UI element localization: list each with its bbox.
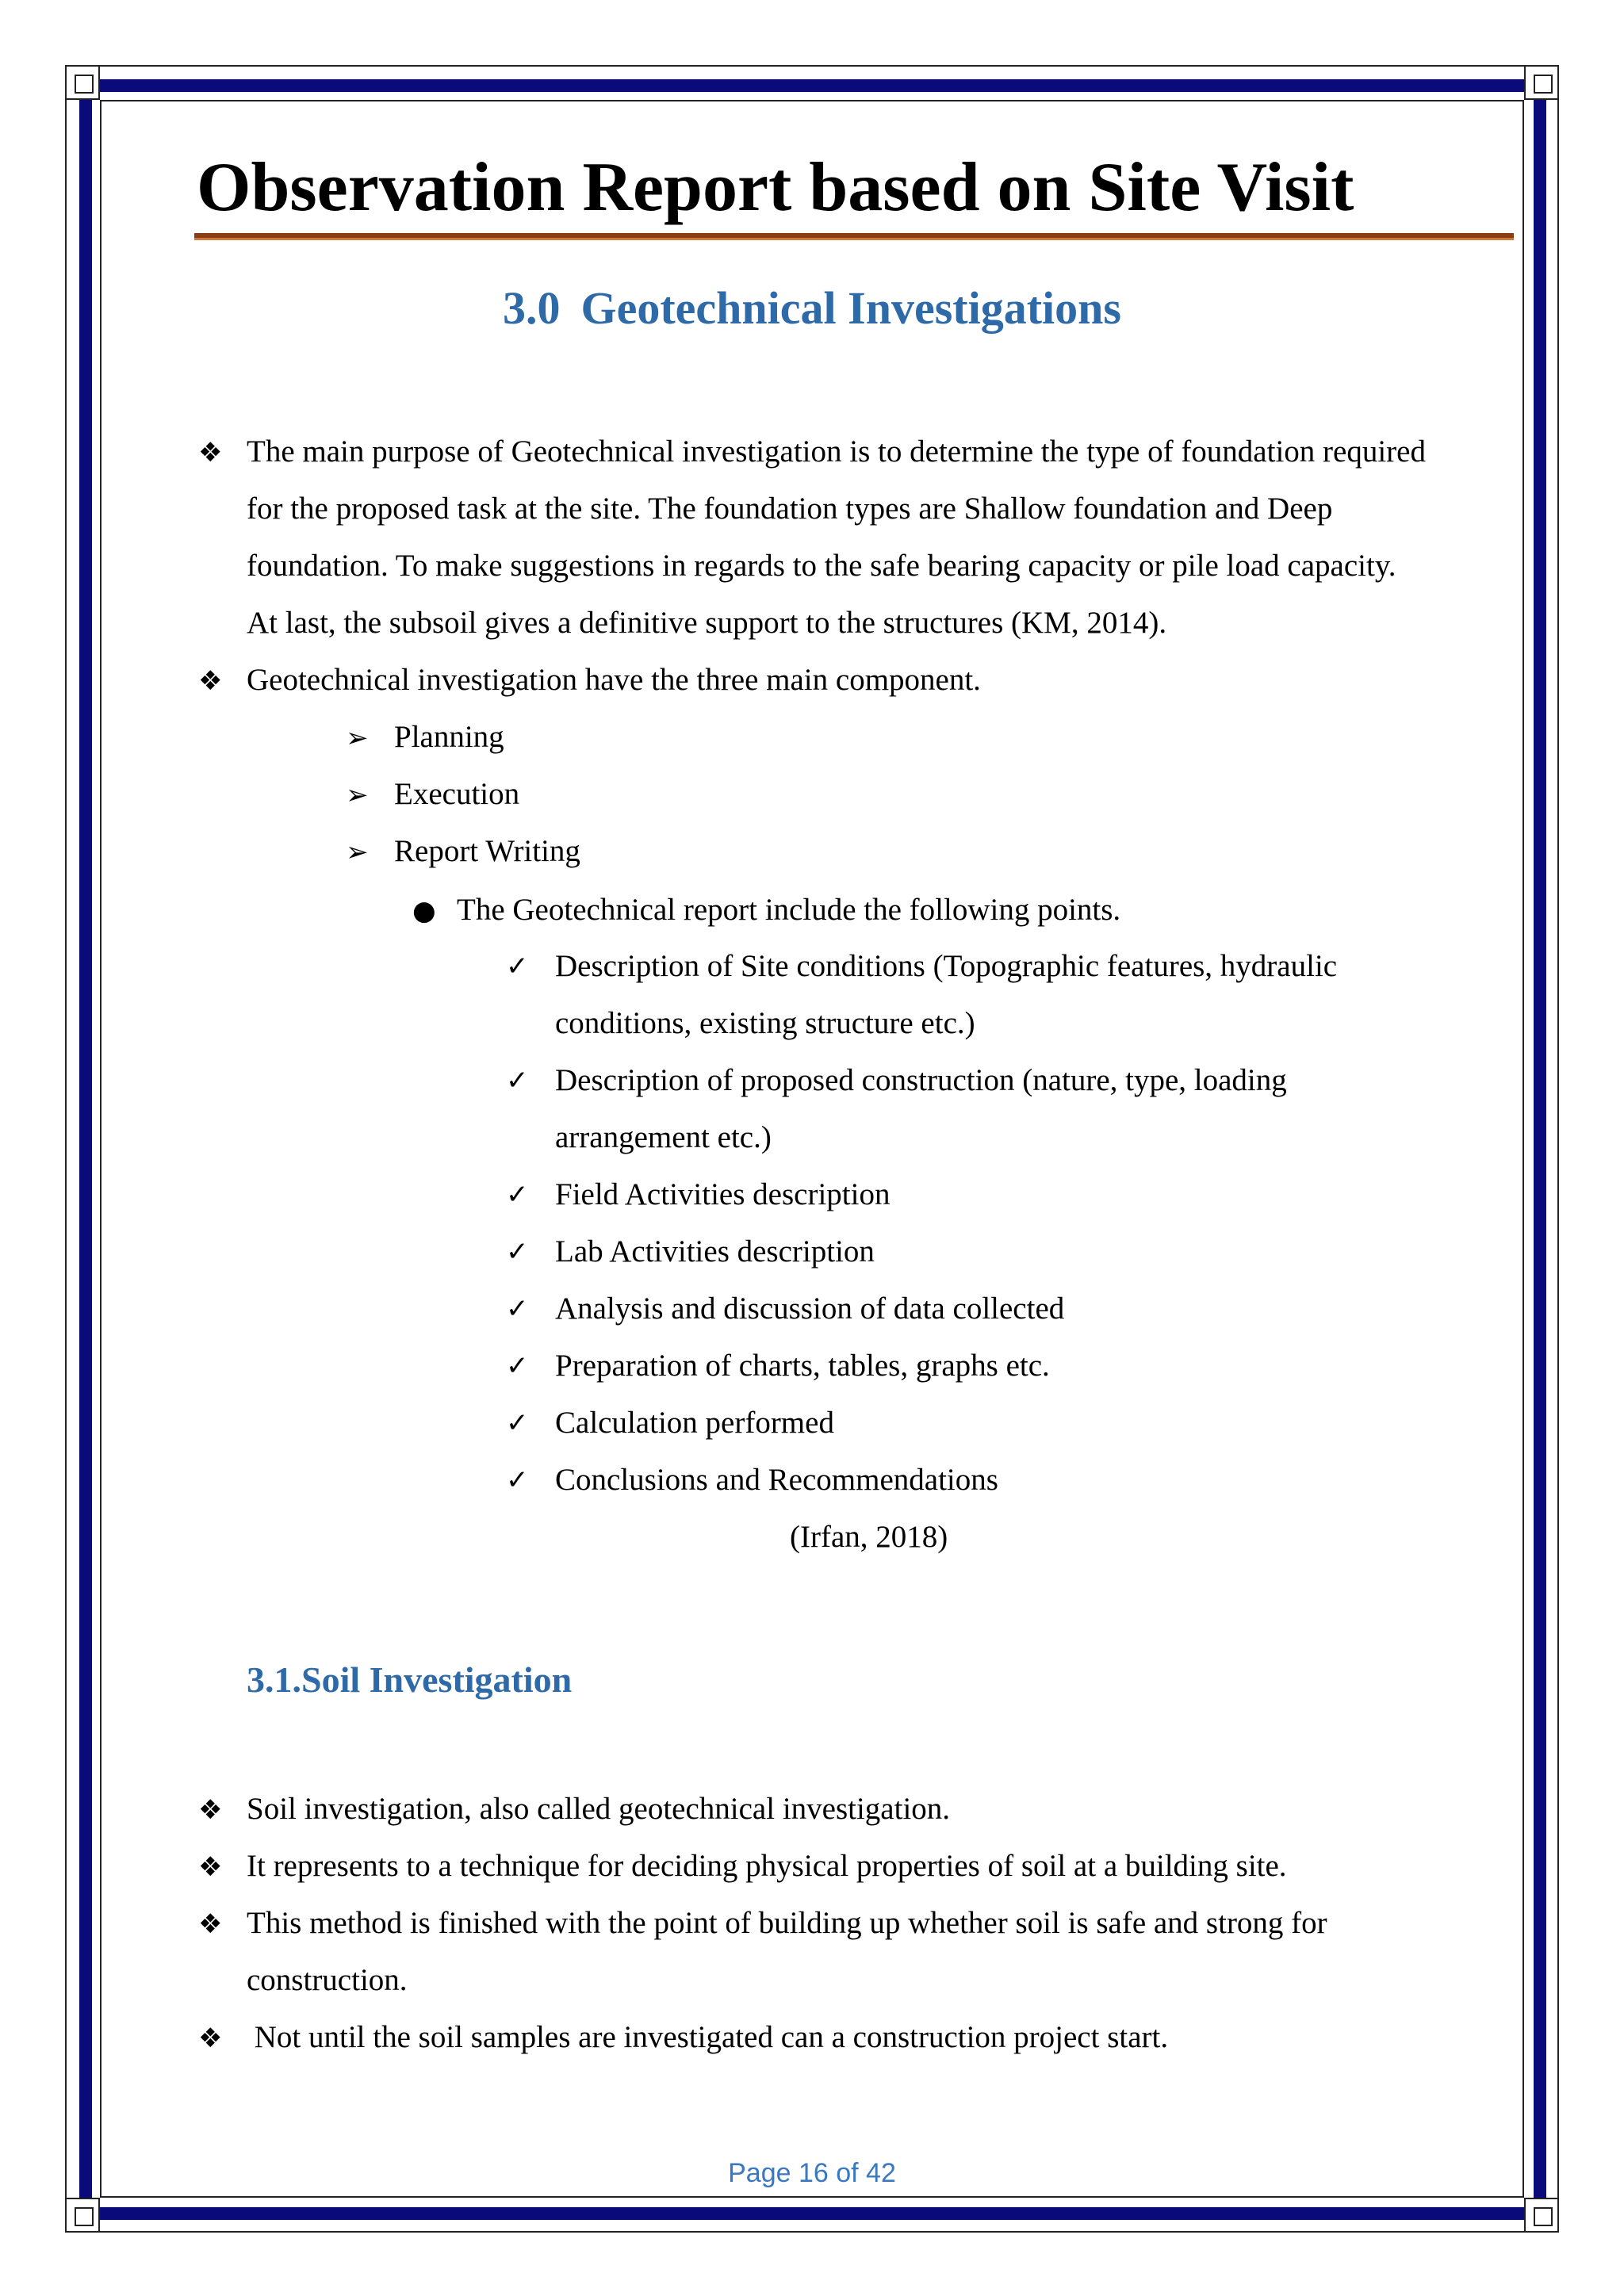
section-heading bbox=[0, 281, 1624, 335]
check-bullet-icon: ✓ bbox=[506, 951, 529, 982]
corner-ornament-top-left bbox=[65, 65, 100, 100]
check-bullet-icon: ✓ bbox=[506, 1464, 529, 1496]
report-point: Description of proposed construction (nature, type, loading bbox=[555, 1063, 1287, 1097]
purpose-line: At last, the subsoil gives a definitive support to the structures (KM, 2014). bbox=[247, 606, 1167, 640]
diamond-bullet-icon: ❖ bbox=[198, 1908, 223, 1940]
check-bullet-icon: ✓ bbox=[506, 1179, 529, 1211]
check-bullet-icon: ✓ bbox=[506, 1065, 529, 1096]
dot-bullet-icon: ● bbox=[412, 895, 436, 927]
component-item-planning: Planning bbox=[394, 720, 504, 754]
check-bullet-icon: ✓ bbox=[506, 1293, 529, 1325]
subsection-heading: 3.1.Soil Investigation bbox=[247, 1659, 573, 1700]
check-bullet-icon: ✓ bbox=[506, 1236, 529, 1268]
report-point: Lab Activities description bbox=[555, 1234, 875, 1269]
diamond-bullet-icon: ❖ bbox=[198, 1851, 223, 1883]
section-title-text: Geotechnical Investigations bbox=[580, 282, 1121, 334]
purpose-line: The main purpose of Geotechnical investigation is to determine the type of foundation required bbox=[247, 434, 1426, 469]
report-point: Description of Site conditions (Topographic features, hydraulic bbox=[555, 949, 1338, 983]
soil-line: Not until the soil samples are investigated can a construction project start. bbox=[247, 2020, 1169, 2054]
report-intro: The Geotechnical report include the following points. bbox=[457, 893, 1121, 927]
page-title: Observation Report based on Site Visit bbox=[197, 149, 1354, 226]
purpose-line: for the proposed task at the site. The foundation types are Shallow foundation and Deep bbox=[247, 492, 1333, 526]
section-number: 3.0 bbox=[503, 282, 561, 334]
purpose-line: foundation. To make suggestions in regards to the safe bearing capacity or pile load capacity. bbox=[247, 549, 1396, 583]
components-intro: Geotechnical investigation have the three main component. bbox=[247, 663, 981, 697]
soil-line: Soil investigation, also called geotechnical investigation. bbox=[247, 1792, 951, 1826]
soil-line: This method is finished with the point of building up whether soil is safe and strong for bbox=[247, 1906, 1327, 1940]
report-point: Calculation performed bbox=[555, 1406, 834, 1440]
arrow-bullet-icon: ➢ bbox=[346, 722, 369, 754]
report-point: Preparation of charts, tables, graphs etc. bbox=[555, 1349, 1050, 1383]
report-point: Analysis and discussion of data collected bbox=[555, 1292, 1065, 1326]
report-point: Conclusions and Recommendations bbox=[555, 1463, 998, 1497]
diamond-bullet-icon: ❖ bbox=[198, 665, 223, 697]
check-bullet-icon: ✓ bbox=[506, 1350, 529, 1382]
soil-line: It represents to a technique for deciding physical properties of soil at a building site. bbox=[247, 1849, 1287, 1883]
diamond-bullet-icon: ❖ bbox=[198, 437, 223, 469]
arrow-bullet-icon: ➢ bbox=[346, 836, 369, 868]
report-point: Field Activities description bbox=[555, 1177, 891, 1211]
page-number: Page 16 of 42 bbox=[728, 2158, 896, 2188]
component-item-report-writing: Report Writing bbox=[394, 834, 580, 868]
diamond-bullet-icon: ❖ bbox=[198, 2022, 223, 2054]
diamond-bullet-icon: ❖ bbox=[198, 1794, 223, 1826]
title-underline-rule bbox=[194, 233, 1514, 240]
check-bullet-icon: ✓ bbox=[506, 1407, 529, 1439]
citation: (Irfan, 2018) bbox=[790, 1520, 948, 1554]
report-point-continued: conditions, existing structure etc.) bbox=[555, 1006, 975, 1040]
corner-ornament-bottom-left bbox=[65, 2198, 100, 2233]
corner-ornament-bottom-right bbox=[1524, 2198, 1559, 2233]
component-item-execution: Execution bbox=[394, 777, 520, 811]
soil-line-continued: construction. bbox=[247, 1963, 408, 1997]
corner-ornament-top-right bbox=[1524, 65, 1559, 100]
arrow-bullet-icon: ➢ bbox=[346, 779, 369, 811]
report-point-continued: arrangement etc.) bbox=[555, 1120, 772, 1154]
